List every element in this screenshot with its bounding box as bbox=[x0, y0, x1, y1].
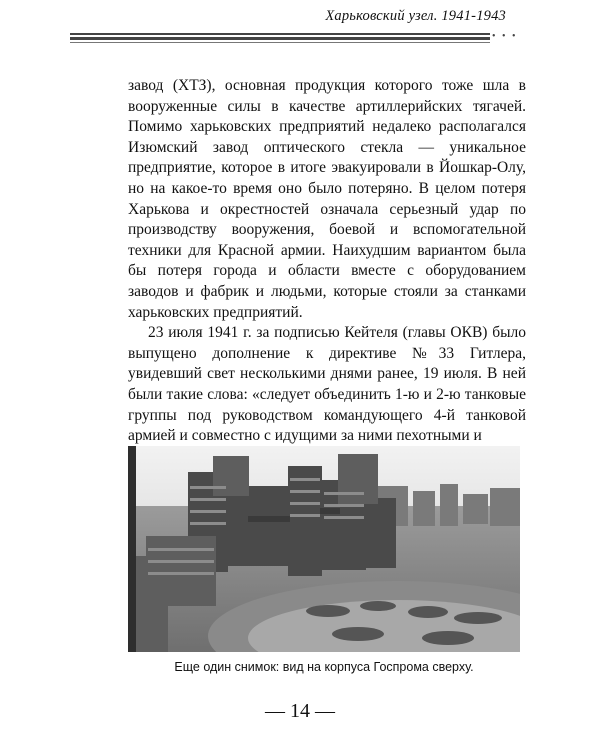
header-rule bbox=[70, 42, 490, 43]
header-rule bbox=[70, 33, 490, 35]
paragraph: завод (ХТЗ), основная продукция которого тоже шла в вооруженные силы в качестве артиллерийских тягачей. Помимо харьковских предприятий недалеко располагался Изюмский завод оптического стекла — уникальное предприятие, которое в итоге эвакуировали в Йошкар-Олу, но на какое-то время оно было потеряно. В целом потеря Харькова и окрестностей означала серьезный удар по производству вооружения, боевой и вспомогательной техники для Красной армии. Наихудшим вариантом была бы потеря города и области вместе с оборудованием заводов и фабрик и людьми, которые стояли за станками харьковских предприятий. bbox=[128, 77, 526, 321]
body-text bbox=[128, 76, 526, 447]
header-rule bbox=[70, 37, 490, 40]
figure-caption: Еще один снимок: вид на корпуса Госпрома сверху. bbox=[174, 660, 474, 674]
header-dots: • • • bbox=[492, 31, 518, 42]
paragraph: 23 июля 1941 г. за подписью Кейтеля (главы ОКВ) было выпущено дополнение к директиве №33 Гитлера, увидевший свет несколькими днями ранее, 19 июля. В ней были такие слова: «следует объединить 1-ю и 2-ю танковые группы под руководством командующего 4-й танковой армией и совместно с идущими за ними пехотными и bbox=[128, 324, 526, 445]
gosprom-photo-drawing bbox=[128, 446, 520, 652]
gosprom-photo bbox=[128, 446, 520, 652]
page-number: — 14 — bbox=[265, 700, 335, 722]
running-head: Харьковский узел. 1941-1943 bbox=[325, 8, 506, 24]
